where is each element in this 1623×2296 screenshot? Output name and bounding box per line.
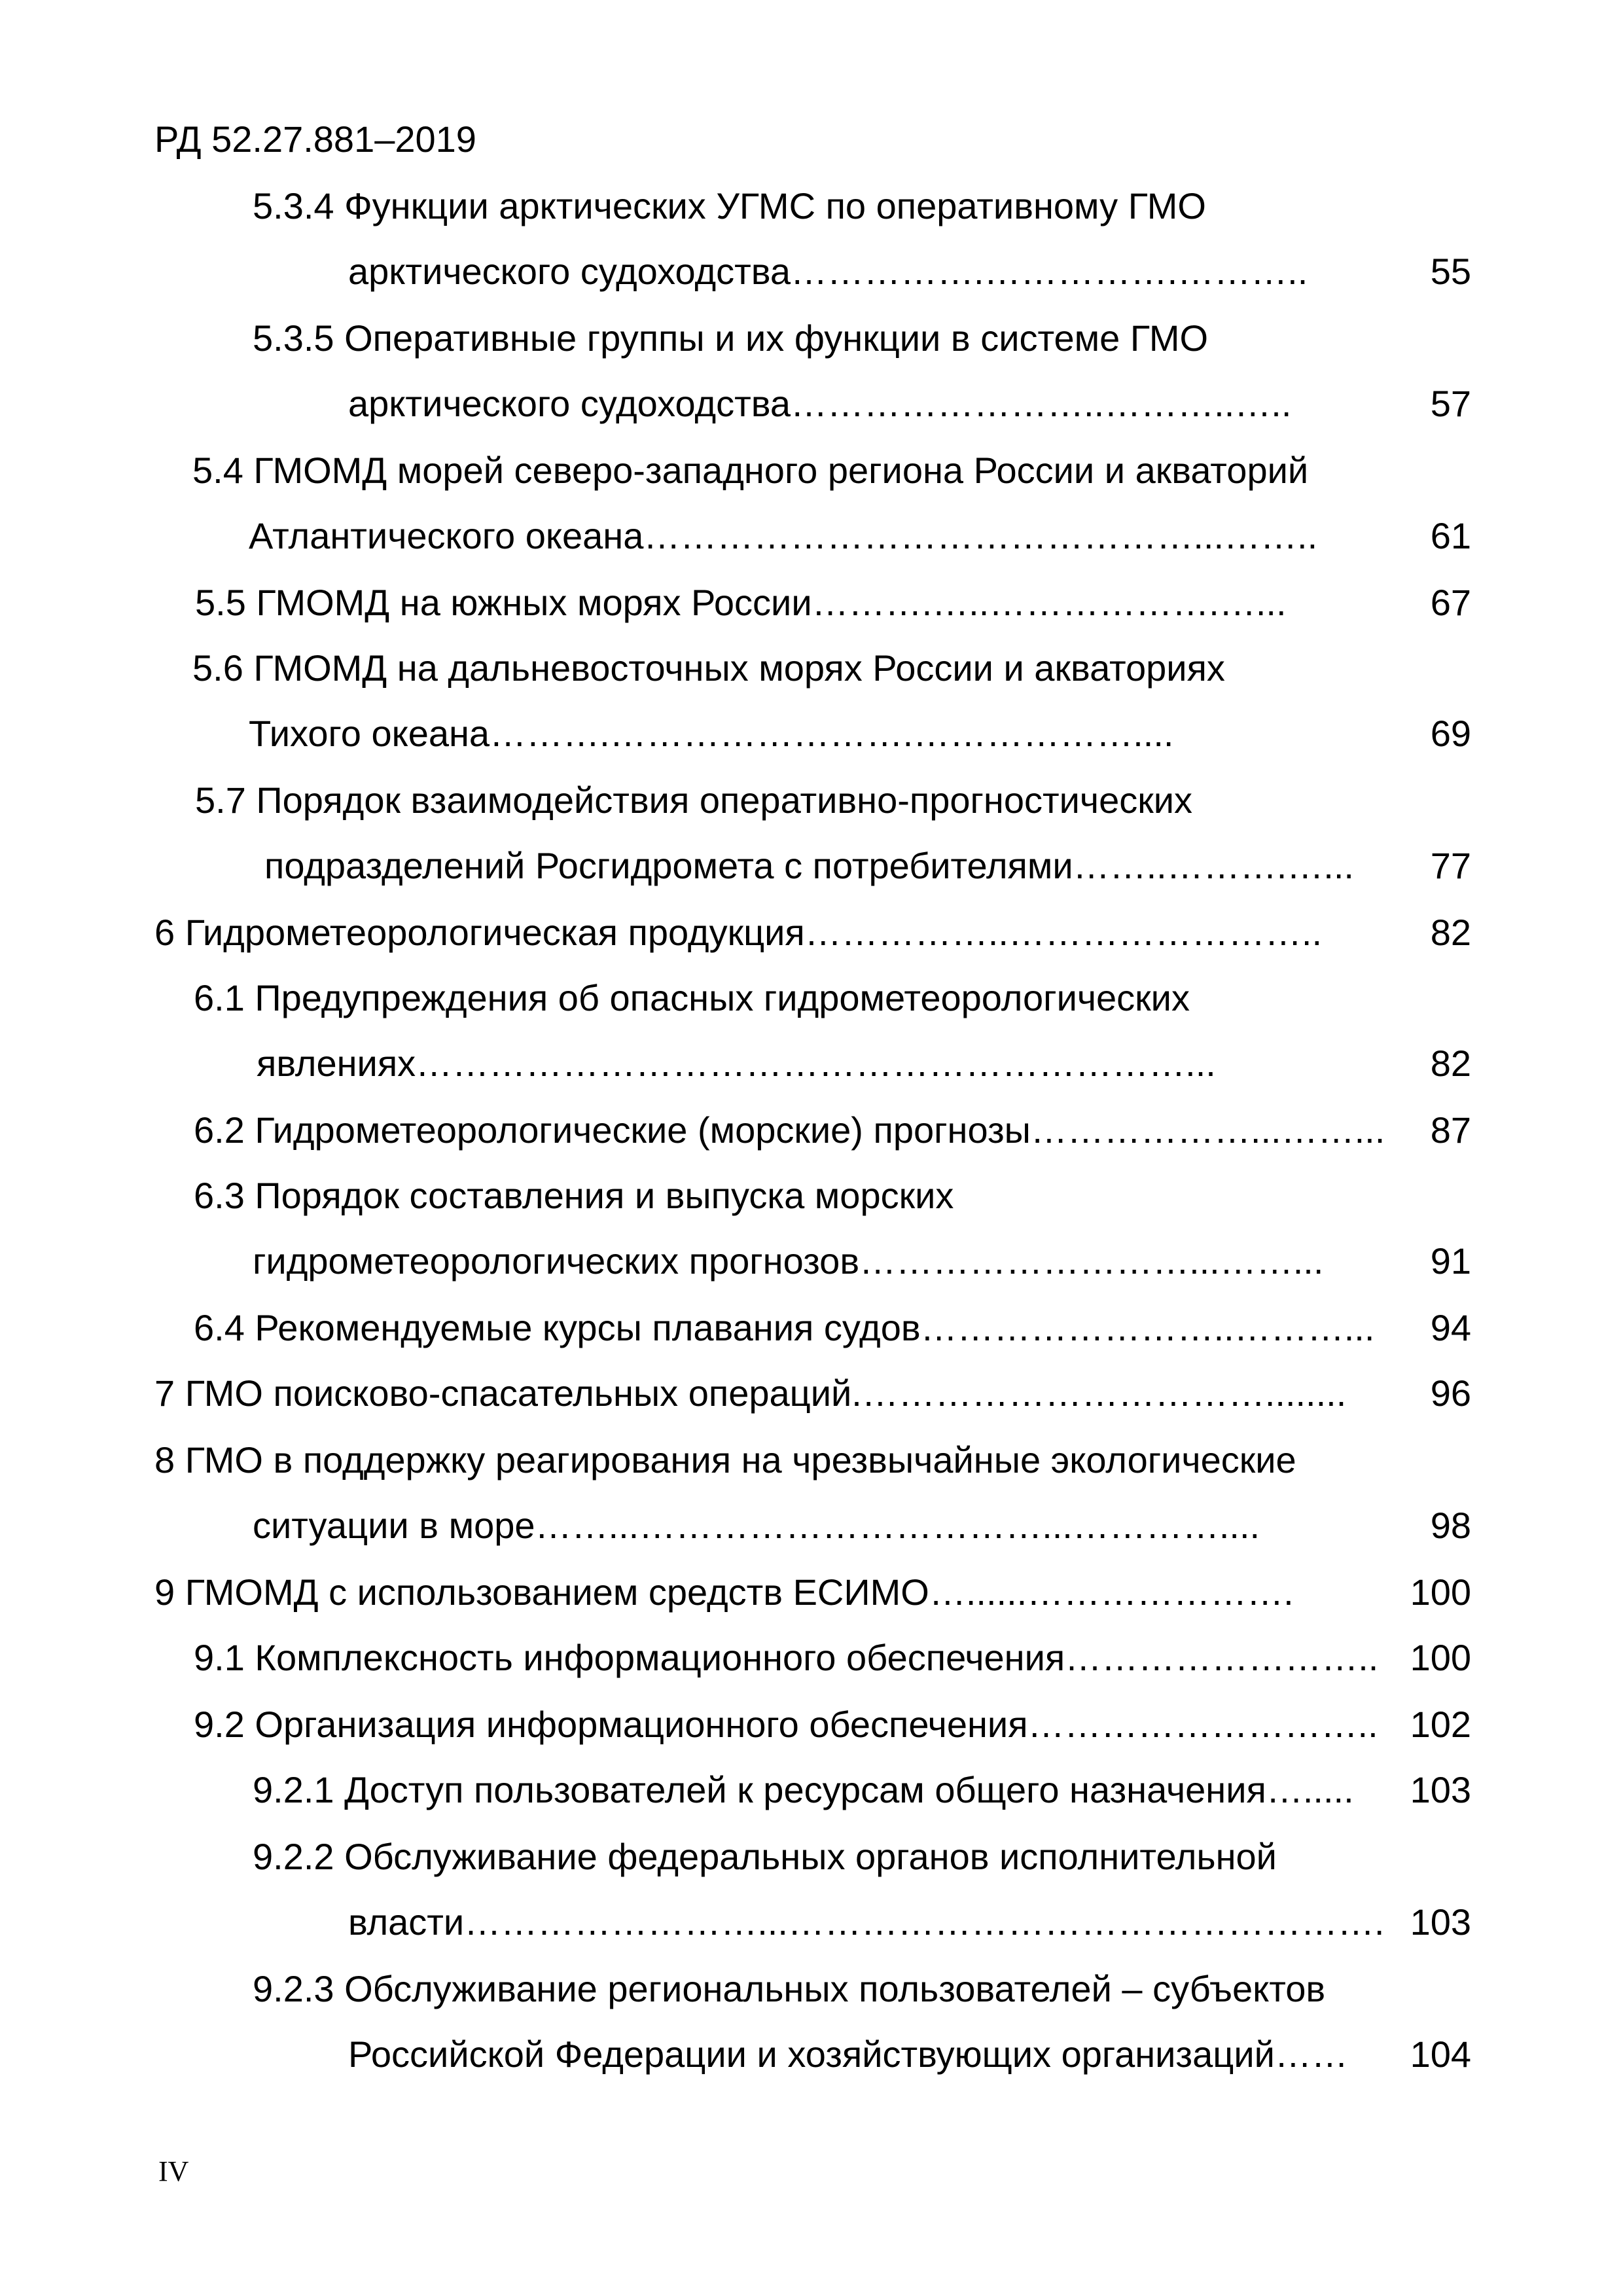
toc-entry-5-5[interactable]	[195, 580, 1471, 626]
toc-entry-5-3-5-line1: 5.3.5 Оперативные группы и их функции в системе ГМО	[253, 317, 1209, 359]
toc-leader-dots: ………………………...……...	[859, 1240, 1324, 1282]
toc-leader-dots: ……………………..	[1065, 1637, 1379, 1678]
toc-entry-9-2-3-line1: 9.2.3 Обслуживание региональных пользователей – субъектов	[253, 1968, 1326, 2009]
toc-page-number: 104	[1410, 2034, 1471, 2075]
toc-entry-6-4[interactable]	[194, 1305, 1471, 1351]
toc-entry-9-1[interactable]	[194, 1635, 1471, 1681]
toc-entry-title: Российской Федерации и хозяйствующих организаций	[348, 2034, 1275, 2075]
toc-page-number: 82	[1430, 912, 1471, 953]
toc-entry-6[interactable]	[154, 910, 1471, 956]
toc-entry-9-2-2[interactable]	[348, 1899, 1471, 1945]
toc-entry-title: явлениях	[257, 1043, 416, 1084]
toc-page-number: 82	[1430, 1043, 1471, 1084]
toc-leader-dots: ………………...……...	[1030, 1109, 1385, 1151]
toc-leader-dots: ……….…………………….………………....	[490, 713, 1174, 754]
toc-page-number: 55	[1430, 251, 1471, 292]
toc-page-number: 94	[1430, 1307, 1471, 1348]
toc-page-number: 98	[1430, 1505, 1471, 1546]
toc-entry-title: гидрометеорологических прогнозов	[253, 1240, 860, 1282]
toc-entry-9[interactable]	[154, 1570, 1471, 1615]
toc-leader-dots: ….....	[1266, 1769, 1354, 1810]
toc-entry-5-6-line1: 5.6 ГМОМД на дальневосточных морях России и акваториях	[192, 647, 1225, 689]
toc-leader-dots: ………………………………………………………...	[416, 1043, 1216, 1084]
toc-entry-title: 9.1 Комплексность информационного обеспечения	[194, 1637, 1065, 1678]
toc-entry-5-3-4[interactable]	[348, 249, 1471, 295]
toc-page-number: 100	[1410, 1637, 1471, 1678]
toc-page-number: 57	[1430, 383, 1471, 424]
toc-leader-dots: ……..……….…...	[1073, 845, 1354, 886]
toc-page-number: 91	[1430, 1240, 1471, 1282]
toc-entry-title: 9.2 Организация информационного обеспечения	[194, 1704, 1028, 1745]
toc-page-number: 61	[1430, 515, 1471, 556]
toc-leader-dots: ……………..……………………..	[804, 912, 1322, 953]
toc-entry-6-1-line1: 6.1 Предупреждения об опасных гидрометеорологических	[194, 977, 1190, 1018]
toc-entry-title: 6.4 Рекомендуемые курсы плавания судов	[194, 1307, 921, 1348]
toc-entry-title: 9 ГМОМД с использованием средств ЕСИМО	[154, 1571, 929, 1613]
toc-entry-title: 5.5 ГМОМД на южных морях России	[195, 582, 812, 623]
toc-leader-dots: …………….…………….………..	[791, 251, 1308, 292]
toc-page-number: 102	[1410, 1704, 1471, 1745]
toc-entry-7[interactable]	[154, 1371, 1471, 1416]
toc-page-number: 87	[1430, 1109, 1471, 1151]
toc-entry-6-2[interactable]	[194, 1107, 1471, 1153]
toc-entry-title: ситуации в море	[253, 1505, 535, 1546]
toc-page-number: 103	[1410, 1769, 1471, 1810]
toc-leader-dots: ……………………..………..…..	[791, 383, 1292, 424]
toc-entry-9-2-3[interactable]	[348, 2032, 1471, 2077]
toc-page-number: 103	[1410, 1901, 1471, 1943]
toc-page-number: 96	[1430, 1372, 1471, 1414]
toc-entry-title: 6 Гидрометеорологическая продукция	[154, 912, 805, 953]
toc-entry-title: подразделений Росгидромета с потребителями	[264, 845, 1073, 886]
toc-entry-5-3-5[interactable]	[348, 381, 1471, 427]
toc-leader-dots: ……	[1274, 2034, 1348, 2075]
toc-entry-title: арктического судоходства	[348, 383, 791, 424]
toc-entry-title: 9.2.1 Доступ пользователей к ресурсам общего назначения	[253, 1769, 1266, 1810]
toc-entry-5-4[interactable]	[249, 513, 1471, 559]
toc-leader-dots: ………………………………………...……..	[643, 515, 1318, 556]
toc-entry-5-7-line1: 5.7 Порядок взаимодействия оперативно-прогностических	[195, 780, 1193, 821]
toc-page-number: 100	[1410, 1571, 1471, 1613]
toc-entry-6-1[interactable]	[257, 1041, 1471, 1086]
toc-leader-dots: ……………………..………...	[920, 1307, 1375, 1348]
toc-entry-title: арктического судоходства	[348, 251, 791, 292]
toc-leader-dots: ……...……………………………...…………....	[535, 1505, 1260, 1546]
toc-entry-9-2[interactable]	[194, 1702, 1471, 1748]
toc-entry-5-7[interactable]	[264, 843, 1471, 889]
toc-entry-9-2-1[interactable]	[253, 1767, 1471, 1813]
toc-entry-5-6[interactable]	[249, 711, 1471, 757]
toc-entry-title: Атлантического океана	[249, 515, 644, 556]
toc-entry-title: власти	[348, 1901, 465, 1943]
toc-leader-dots: ……………………...………………………………………….	[464, 1901, 1385, 1943]
toc-entry-6-3[interactable]	[253, 1238, 1471, 1284]
toc-entry-8-line1: 8 ГМО в поддержку реагирования на чрезвычайные экологические	[154, 1439, 1296, 1480]
toc-page-number: 67	[1430, 582, 1471, 623]
toc-leader-dots: .……………………………........	[851, 1372, 1347, 1414]
toc-entry-5-3-4-line1: 5.3.4 Функции арктических УГМС по оперативному ГМО	[253, 185, 1206, 226]
toc-entry-9-2-2-line1: 9.2.2 Обслуживание федеральных органов исполнительной	[253, 1836, 1277, 1877]
toc-entry-title: 6.2 Гидрометеорологические (морские) прогнозы	[194, 1109, 1031, 1151]
toc-entry-title: Тихого океана	[249, 713, 490, 754]
toc-page-number: 69	[1430, 713, 1471, 754]
toc-leader-dots: …......………………….	[929, 1571, 1294, 1613]
toc-entry-6-3-line1: 6.3 Порядок составления и выпуска морских	[194, 1175, 954, 1216]
toc-entry-8[interactable]	[253, 1503, 1471, 1549]
toc-entry-title: 7 ГМО поисково-спасательных операций	[154, 1372, 852, 1414]
document-code: РД 52.27.881–2019	[154, 118, 476, 160]
toc-leader-dots: ……….…..……………….…...	[812, 582, 1287, 623]
footer-page-number: IV	[158, 2155, 189, 2187]
toc-entry-5-4-line1: 5.4 ГМОМД морей северо-западного региона России и акваторий	[192, 450, 1309, 491]
toc-page-number: 77	[1430, 845, 1471, 886]
toc-leader-dots: ………………………..	[1027, 1704, 1378, 1745]
